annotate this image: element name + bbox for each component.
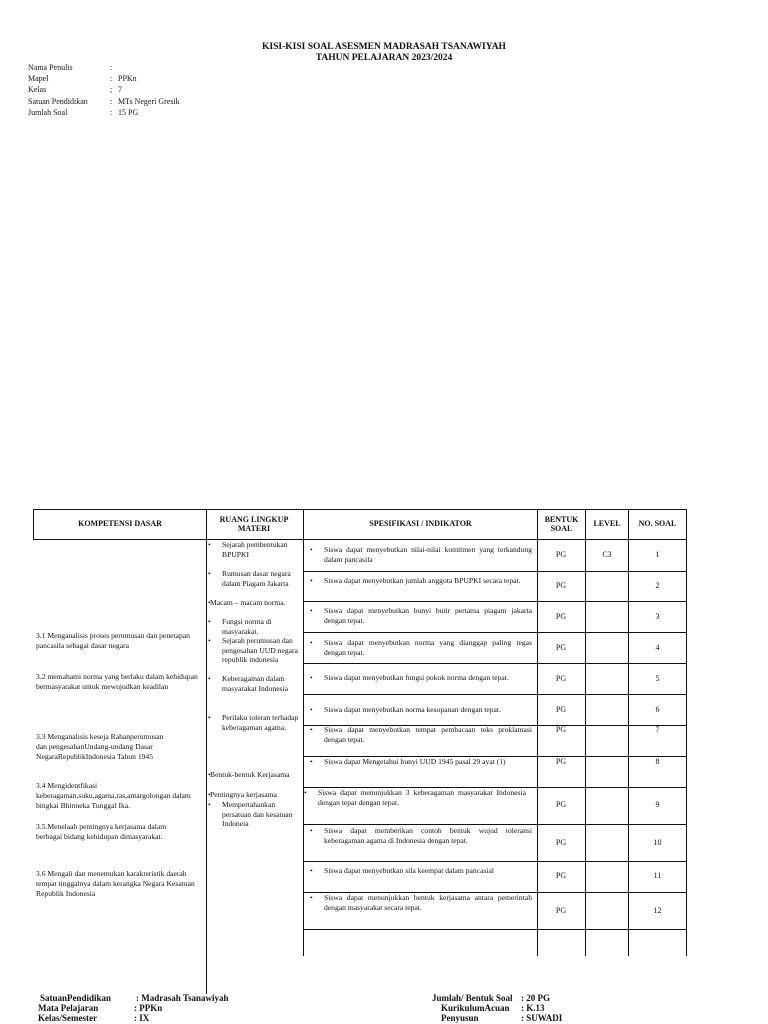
ruang-item: • Fungsi norma di masyarakat. [208, 617, 272, 636]
ruang-item: • Mempertahankan persatuan dan kesatuan Indoneia [208, 800, 293, 828]
no-soal-cell: 12 [653, 906, 662, 915]
indikator-6: • Siswa dapat menyebutkan norma kesopanan dengan tepat. [310, 705, 501, 714]
kd-3-2: 3.2 memahami norma yang berlaku dalam kehidupan bermasyarakat untuk mewujudkan keadilan [36, 672, 198, 691]
no-soal-cell: 1 [655, 550, 660, 559]
footer-mata-pelajaran: Mata Pelajaran : PPKn [38, 1003, 163, 1013]
indikator-1: • Siswa dapat menyebutkan nilai-nilai komitmen yang terkandung dalam pancasila [310, 545, 532, 564]
no-soal-cell: 6 [655, 705, 660, 714]
indikator-11: • Siswa dapat menyebutkan sila keempat dalam pancasial [310, 866, 494, 875]
indikator-12: • Siswa dapat menunjukkan bentuk kerjasama antara pemerintah dengan masyarakat secara tepat. [310, 893, 532, 912]
header-level: LEVEL [593, 519, 621, 528]
indikator-9: • Siswa dapat menunjukkan 3 keberagaman masyarakat Indonesia dengan tepat dengan tepat. [304, 788, 526, 807]
ruang-item: • Macam – macam norma. [208, 598, 286, 607]
indikator-5: • Siswa dapat menyebutkan fungsi pokok norma dengan tepat. [310, 673, 509, 682]
ruang-item: • Bentuk-bentuk Kerjasama [208, 770, 290, 779]
kd-3-1: 3.1 Menganalisis proses perumusan dan penetapan pancasila sebagai dasar negara [36, 631, 190, 650]
bentuk-soal-cell: PG [555, 871, 567, 880]
no-soal-cell: 2 [655, 581, 660, 590]
bentuk-soal-cell: PG [555, 705, 567, 714]
indikator-3: • Siswa dapat menyebutkan bunyi butir pertama piagam jakarta dengan tepat. [310, 606, 532, 625]
kd-3-6: 3.6 Mengali dan menemukan karakteristik daerah tempat tinggalnya dalam kerangka Negara Kesatuan Republik Indonesia [36, 869, 195, 898]
ruang-item: • Perilaku toleran terhadap keberagaman agama. [208, 713, 299, 732]
footer-satuan-pendidikan: SatuanPendidikan : Madrasah Tsanawiyah [40, 993, 229, 1003]
indikator-7: • Siswa dapat menyebutkan tempat pembacaan teks proklamasi dengan tepat. [310, 725, 532, 744]
bentuk-soal-cell: PG [555, 800, 567, 809]
footer-kurikulum: KurikulumAcuan : K.13 [441, 1003, 545, 1013]
no-soal-cell: 11 [653, 871, 662, 880]
meta-jumlah-soal: Jumlah Soal : 15 PG [28, 108, 139, 117]
no-soal-cell: 3 [655, 612, 660, 621]
header-no-soal: NO. SOAL [638, 519, 677, 528]
header-ruang-lingkup: RUANG LINGKUP MATERI [219, 515, 289, 533]
no-soal-cell: 5 [655, 674, 660, 683]
footer-kelas-semester: Kelas/Semester : IX [38, 1013, 150, 1023]
document-title-line1: KISI-KISI SOAL ASESMEN MADRASAH TSANAWIYAH [262, 42, 506, 52]
no-soal-cell: 9 [655, 800, 660, 809]
meta-kelas: Kelas ; 7 [28, 85, 122, 94]
ruang-item: • Keberagaman dalam masyarakat Indonesia [208, 674, 288, 693]
indikator-2: • Siswa dapat menyebutkan jumlah anggota BPUPKI secara tepat. [310, 576, 521, 585]
meta-mapel: Mapel : PPKn [28, 74, 137, 83]
indikator-8: • Siswa dapat Mengetahui bunyi UUD 1945 pasal 29 ayat (1) [310, 757, 506, 766]
bentuk-soal-cell: PG [555, 674, 567, 683]
ruang-item: • Sejarah pembentukan BPUPKI [208, 540, 288, 559]
kd-3-5: 3.5.Menelaah pentingnya kerjasama dalam berbagai bidang kehidupan dimasyarakat. [36, 822, 167, 841]
level-cell: C3 [602, 550, 612, 559]
ruang-item: • Pentingnya kerjasama [208, 790, 277, 799]
no-soal-cell: 8 [655, 757, 660, 766]
footer-penyusun: Penyusun : SUWADI [441, 1013, 563, 1023]
no-soal-cell: 10 [653, 838, 662, 847]
bentuk-soal-cell: PG [555, 550, 567, 559]
bentuk-soal-cell: PG [555, 757, 567, 766]
document-title-line2: TAHUN PELAJARAN 2023/2024 [315, 53, 453, 63]
meta-nama-penulis: Nama Penulis : [28, 63, 113, 72]
header-spesifikasi: SPESIFIKASI / INDIKATOR [369, 519, 472, 528]
kd-3-4: 3.4 Mengidentfikasi keberagaman,suku,agama,ras,antargolongan dalam bingkai Bhinneka Tunggal Ika. [36, 781, 191, 810]
indikator-10: • Siswa dapat memberikan contoh bentuk wujud toleransi keberagaman agama di Indonesia dengan tepat. [310, 826, 532, 845]
bentuk-soal-cell: PG [555, 612, 567, 621]
header-bentuk-soal: BENTUK SOAL [544, 515, 579, 533]
kd-3-3: 3.3 Menganalisis keseja Rahanperumusan dan pengesahanUndang-undang Dasar NegaraRepublikIndonesia Tahun 1945 [36, 732, 164, 761]
indikator-4: • Siswa dapat menyebutkan norma yang dianggap paling tegas dengan tepat. [310, 638, 532, 657]
bentuk-soal-cell: PG [555, 838, 567, 847]
bentuk-soal-cell: PG [555, 643, 567, 652]
meta-satuan-pendidikan: Satuan Pendidikan : MTs Negeri Gresik [28, 97, 180, 106]
no-soal-cell: 4 [655, 643, 660, 652]
footer-jumlah-bentuk-soal: Jumlah/ Bentuk Soal : 20 PG [432, 993, 550, 1003]
bentuk-soal-cell: PG [555, 725, 567, 734]
bentuk-soal-cell: PG [555, 906, 567, 915]
ruang-item: • Sejarah perumusan dan pengesahan UUD negara republik indonesia [208, 636, 298, 664]
header-kompetensi-dasar: KOMPETENSI DASAR [78, 519, 162, 528]
ruang-item: • Rumusan dasar negara dalam Piagam Jakarta [208, 569, 291, 588]
no-soal-cell: 7 [655, 725, 660, 734]
bentuk-soal-cell: PG [555, 581, 567, 590]
